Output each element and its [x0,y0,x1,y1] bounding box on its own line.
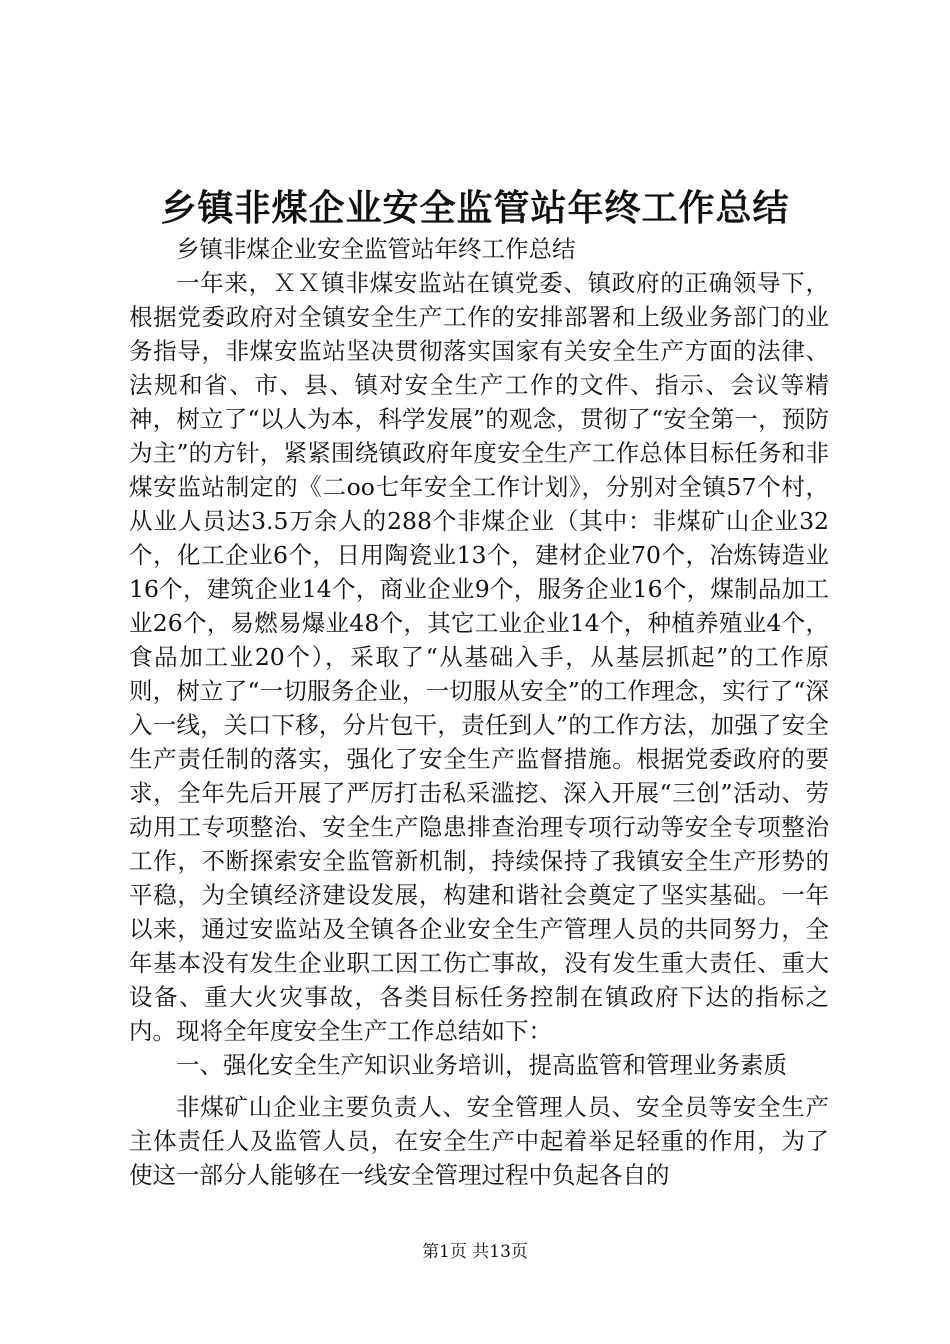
document-body [129,232,829,1192]
page-footer: 第1页 共13页 [422,1242,528,1262]
section-heading: 一、强化安全生产知识业务培训，提高监管和管理业务素质 [176,1051,787,1079]
section-paragraph: 非煤矿山企业主要负责人、安全管理人员、安全员等安全生产主体责任人及监管人员，在安全生产中起着举足轻重的作用，为了使这一部分人能够在一线安全管理过程中负起各自的 [129,1093,829,1189]
intro-paragraph: 一年来，ＸＸ镇非煤安监站在镇党委、镇政府的正确领导下，根据党委政府对全镇安全生产工作的安排部署和上级业务部门的业务指导，非煤安监站坚决贯彻落实国家有关安全生产方面的法律、法规和省、市、县、镇对安全生产工作的文件、指示、会议等精神，树立了“以人为本，科学发展”的观念，贯彻了“安全第一，预防为主”的方针，紧紧围绕镇政府年度安全生产工作总体目标任务和非煤安监站制定的《二oo七年安全工作计划》，分别对全镇57个村，从业人员达3.5万余人的288个非煤企业（其中：非煤矿山企业32个，化工企业6个，日用陶瓷业13个，建材企业70个，冶炼铸造业16个，建筑企业14个，商业企业9个，服务企业16个，煤制品加工业26个，易燃易爆业48个，其它工业企业14个，种植养殖业4个，食品加工业20个），采取了“从基础入手，从基层抓起”的工作原则，树立了“一切服务企业，一切服从安全”的工作理念，实行了“深入一线，关口下移，分片包干，责任到人”的工作方法，加强了安全生产责任制的落实，强化了安全生产监督措施。根据党委政府的要求，全年先后开展了严厉打击私采滥挖、深入开展“三创”活动、劳动用工专项整治、安全生产隐患排查治理专项行动等安全专项整治工作，不断探索安全监管新机制，持续保持了我镇安全生产形势的平稳，为全镇经济建设发展，构建和谐社会奠定了坚实基础。一年以来，通过安监站及全镇各企业安全生产管理人员的共同努力，全年基本没有发生企业职工因工伤亡事故，没有发生重大责任、重大设备、重大火灾事故，各类目标任务控制在镇政府下达的指标之内。现将全年度安全生产工作总结如下： [129,269,829,1045]
subtitle-paragraph: 乡镇非煤企业安全监管站年终工作总结 [176,235,576,263]
document-title: 乡镇非煤企业安全监管站年终工作总结 [160,187,790,229]
